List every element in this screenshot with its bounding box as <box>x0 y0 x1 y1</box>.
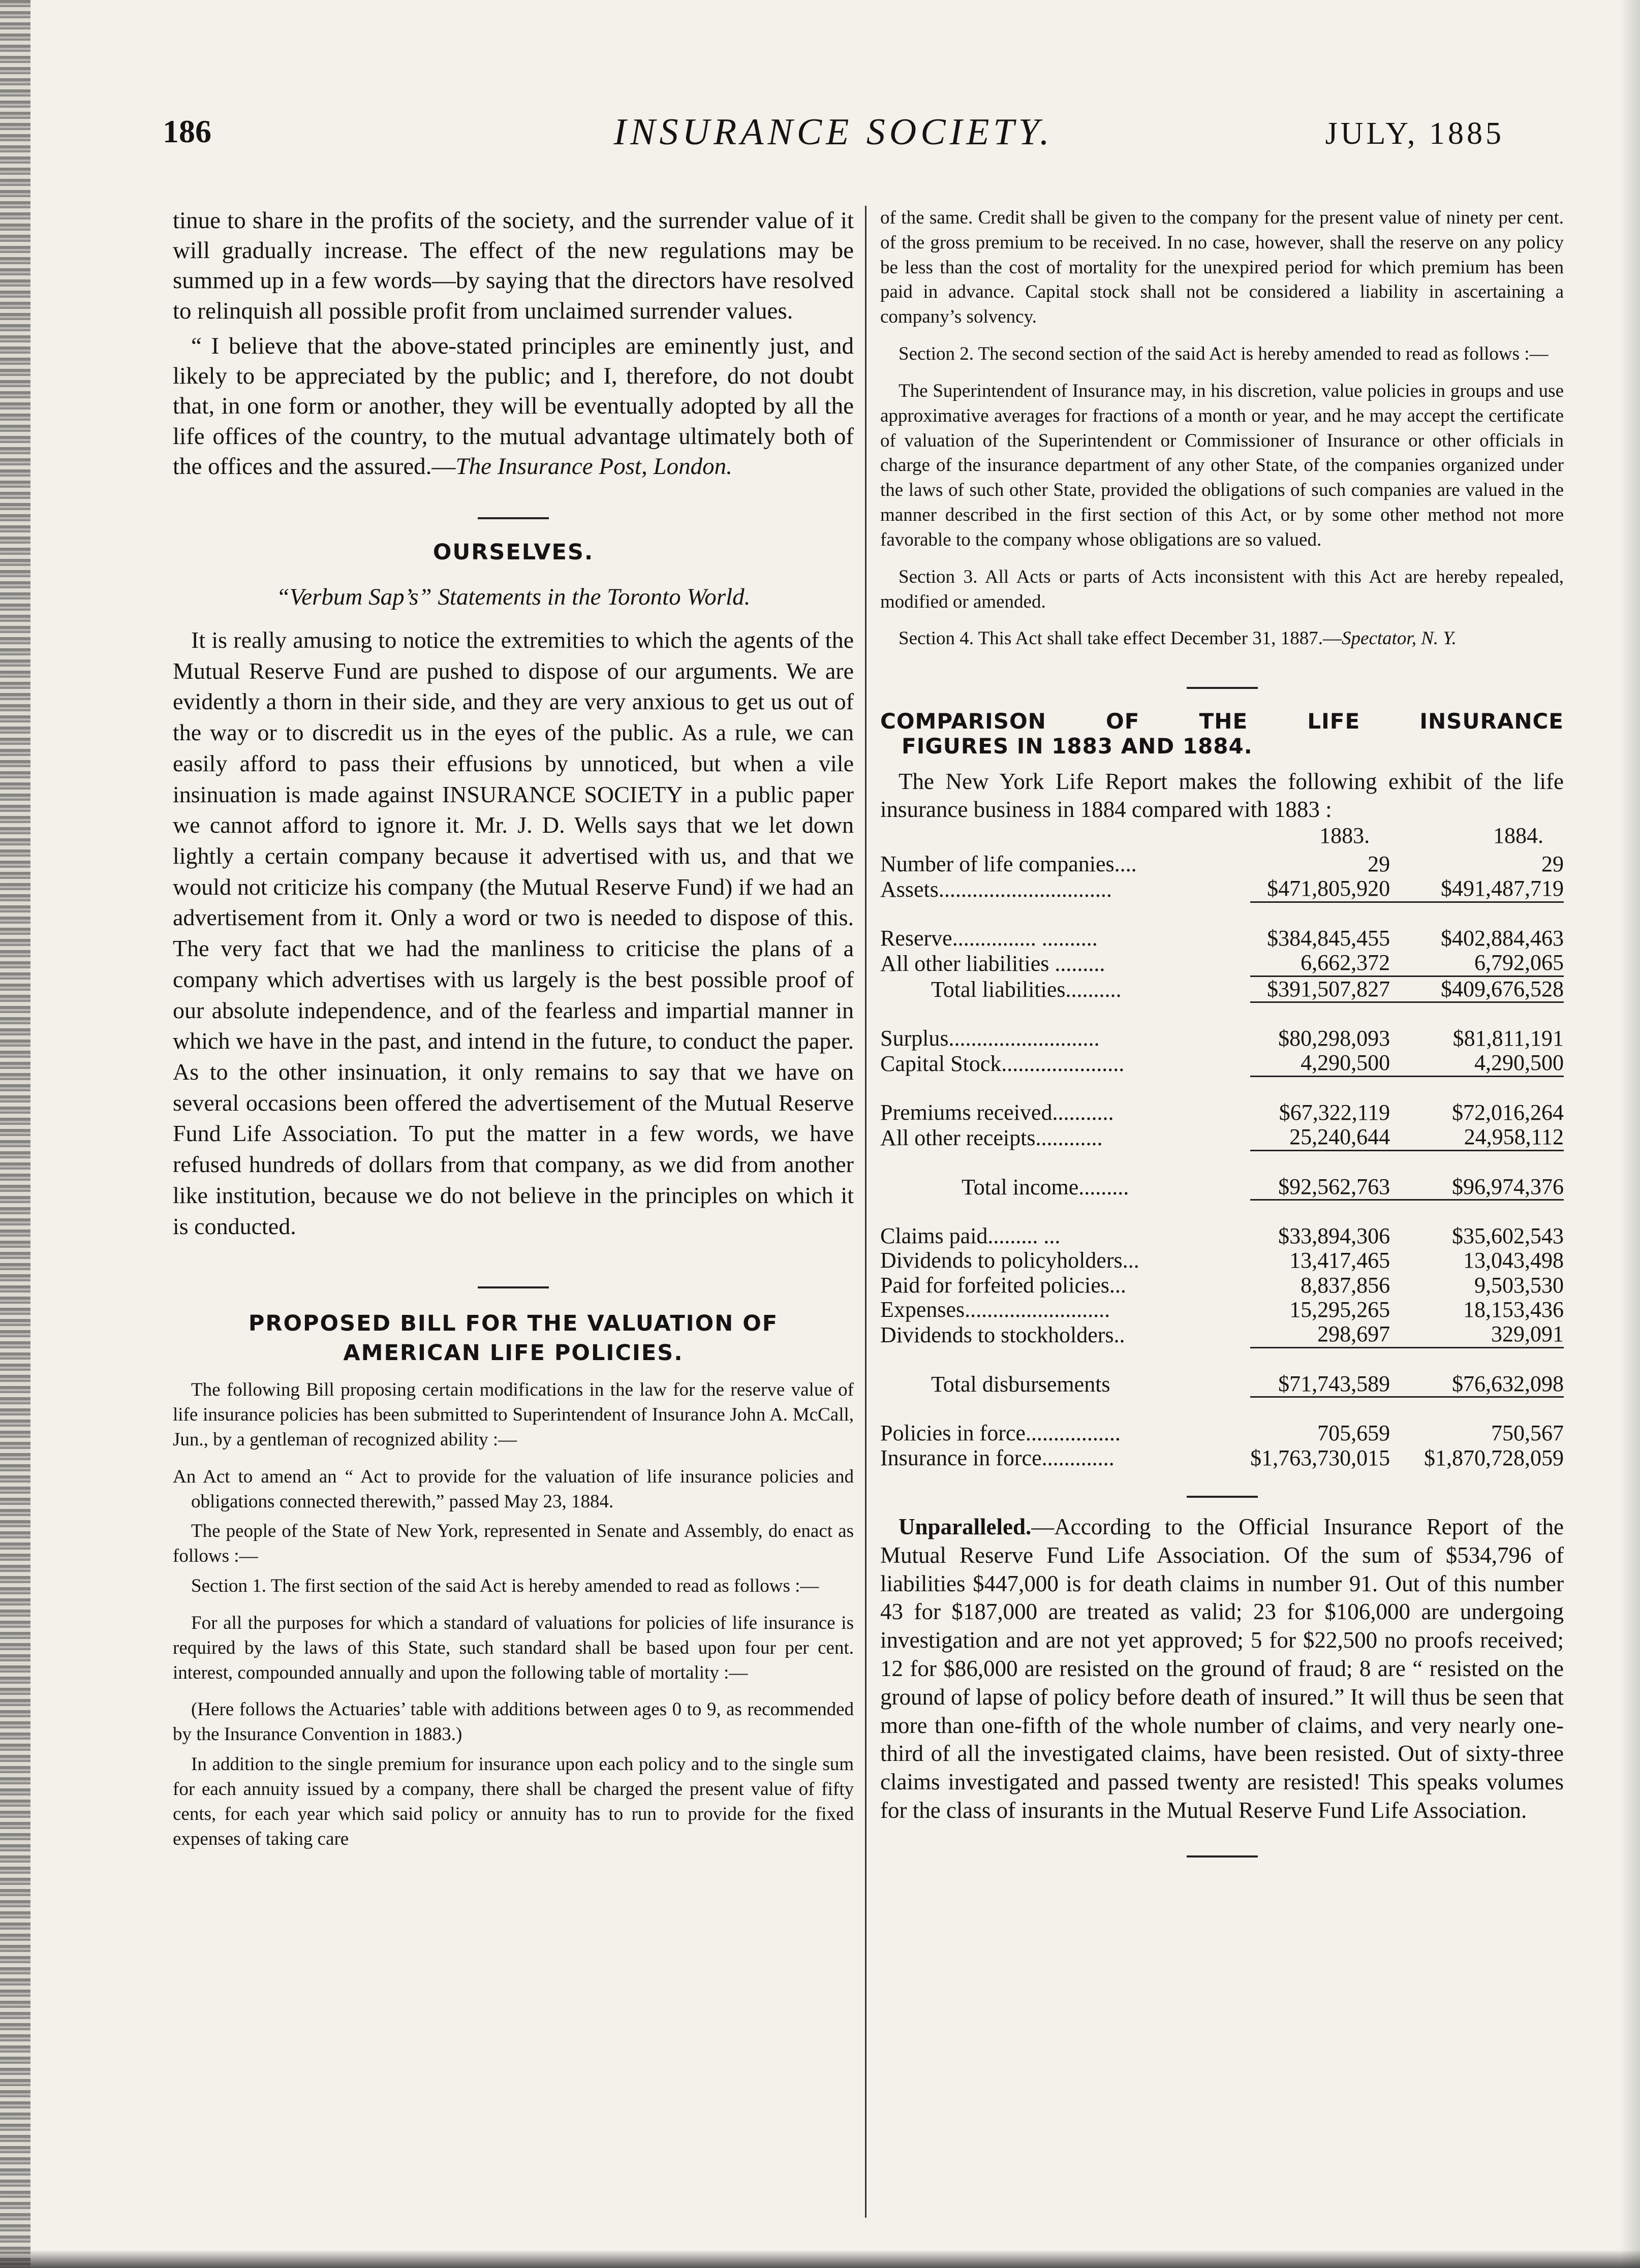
ourselves-subheading: “Verbum Sap’s” Statements in the Toronto World. <box>276 583 751 610</box>
table-row: All other receipts............ 25,240,644 24,958,112 <box>880 1124 1564 1150</box>
comparison-heading-line2: FIGURES IN 1883 AND 1884. <box>902 733 1253 759</box>
bill-act-title: An Act to amend an “ Act to provide for the valuation of life insurance policies and obligations connected therewith,” passed May 23, 1884. <box>173 1466 854 1512</box>
comparison-table <box>880 824 1564 1470</box>
table-row: Insurance in force............. $1,763,730,015 $1,870,728,059 <box>880 1445 1564 1470</box>
table-row: Capital Stock...................... 4,290,500 4,290,500 <box>880 1050 1564 1076</box>
table-row: Claims paid......... ... $33,894,306 $35,602,543 <box>880 1223 1564 1248</box>
section4-text: Section 4. This Act shall take effect December 31, 1887.— <box>899 628 1342 649</box>
section-rule <box>1187 1855 1258 1857</box>
quote-source: The Insurance Post, London. <box>455 453 732 480</box>
right-column <box>880 206 1564 2218</box>
bill-superintendent: The Superintendent of Insurance may, in his discretion, value policies in groups and use approximative averages for fractions of a month or year, and he may accept the certificate of valuation of the Superintendent or Commissioner of Insurance or other officials in charge of the insurance department of any other State, of the companies organized under the laws of such other State, provided the obligations of such companies are valued in the manner described in the first section of this Act, or by some other method not more favorable to the company whose obligations are so valued. <box>880 380 1564 550</box>
quote-text: “ I believe that the above-stated principles are eminently just, and likely to be appreciated by the public; and I, therefore, do not doubt that, in one form or another, they will be eventually adopted by all the life offices of the country, to the mutual advantage ultimately both of the offices and the assured.— <box>173 332 854 480</box>
bill-section2: Section 2. The second section of the said Act is hereby amended to read as follows :— <box>899 343 1549 365</box>
section4-source: Spectator, N. Y. <box>1342 628 1457 649</box>
year-1883: 1883. <box>1319 823 1370 848</box>
page-number: 186 <box>163 113 211 149</box>
table-total-row: Total disbursements $71,743,589 $76,632,098 <box>931 1371 1564 1397</box>
bill-continued: of the same. Credit shall be given to the company for the present value of ninety per cent. of the gross premium to be received. In no case, however, shall the reserve on any policy be less than the cost of mortality for the unexpired period for which premium has been paid in advance. Capital stock shall not be considered a liability in ascertaining a company’s solvency. <box>880 207 1564 328</box>
table-year-row <box>880 824 1564 852</box>
page-bottom-shadow <box>0 2250 1640 2268</box>
bill-section3: Section 3. All Acts or parts of Acts inconsistent with this Act are hereby repealed, modified or amended. <box>880 566 1564 612</box>
comparison-heading-line1: COMPARISON OF THE LIFE INSURANCE <box>880 709 1564 734</box>
quoted-paragraph <box>173 331 854 482</box>
page-binding-edge <box>0 0 30 2268</box>
issue-date: JULY, 1885 <box>1325 116 1504 151</box>
column-divider <box>865 206 867 2218</box>
table-row: Expenses.......................... 15,295,265 18,153,436 <box>880 1297 1564 1322</box>
table-row: All other liabilities ......... 6,662,372 6,792,065 <box>880 950 1564 976</box>
left-column <box>173 206 854 2218</box>
ourselves-body: It is really amusing to notice the extremities to which the agents of the Mutual Reserve Fund are pushed to dispose of our arguments. We are evidently a thorn in their side, and they are very anxious to get us out of the way or to discredit us in the eyes of the public. As a rule, we can easily afford to pass their effusions by unnoticed, but when a vile insinuation is made against INSURANCE SOCIETY in a public paper we cannot afford to ignore it. Mr. J. D. Wells says that we let down lightly a certain company because it advertised with us, and that we would not criticize his company (the Mutual Reserve Fund) if we had an advertisement from it. Only a word or two is needed to dispose of this. The very fact that we had the manliness to criticise the plans of a company which advertises with us largely is the best possible proof of our absolute independence, and of the fearless and impartial manner in which we have in the past, and intend in the future, to conduct the paper. As to the other insinuation, it only remains to say that we have on several occasions been offered the advertisement of the Mutual Reserve Fund Life Association. To put the matter in a few words, we have refused hundreds of dollars from that company, as we did from another like institution, because we do not believe in the principles on which it is conducted. <box>173 626 854 1239</box>
table-row: Policies in force................. 705,659 750,567 <box>880 1421 1564 1446</box>
continued-paragraph: tinue to share in the profits of the society, and the surrender value of it will gradually increase. The effect of the new regulations may be summed up in a few words—by saying that the directors have resolved to relinquish all possible profit from unclaimed surrender values. <box>173 207 854 324</box>
unparalleled-paragraph <box>880 1513 1564 1825</box>
bill-table-note: (Here follows the Actuaries’ table with additions between ages 0 to 9, as recommended by the Insurance Convention in 1883.) <box>173 1699 854 1745</box>
bill-addition: In addition to the single premium for insurance upon each policy and to the single sum for each annuity issued by a company, there shall be charged the present value of fifty cents, for each year which said policy or annuity has to run to provide for the fixed expenses of taking care <box>173 1754 854 1849</box>
bill-section4 <box>880 626 1564 651</box>
bill-standard: For all the purposes for which a standard of valuations for policies of life insurance is required by the laws of this State, such standard shall be based upon four per cent. interest, compounded annually and upon the following table of mortality :— <box>173 1612 854 1683</box>
table-row: Paid for forfeited policies... 8,837,856 9,503,530 <box>880 1272 1564 1298</box>
table-row: Number of life companies.... 29 29 <box>880 852 1564 877</box>
table-row: Reserve............... .......... $384,845,455 $402,884,463 <box>880 925 1564 951</box>
page-header <box>163 102 1504 178</box>
bill-section1: Section 1. The first section of the said Act is hereby amended to read as follows :— <box>191 1576 819 1597</box>
page-right-shadow <box>1620 0 1640 2268</box>
table-row: Surplus........................... $80,298,093 $81,811,191 <box>880 1025 1564 1051</box>
comparison-intro: The New York Life Report makes the following exhibit of the life insurance business in 1884 compared with 1883 : <box>880 768 1564 822</box>
bill-heading-line2: AMERICAN LIFE POLICIES. <box>343 1340 684 1366</box>
unparalleled-runin: Unparalleled. <box>899 1514 1032 1540</box>
table-row: Dividends to stockholders.. 298,697 329,091 <box>880 1321 1564 1347</box>
bill-heading-line1: PROPOSED BILL FOR THE VALUATION OF <box>248 1311 779 1337</box>
table-row: Dividends to policyholders... 13,417,465 13,043,498 <box>880 1248 1564 1273</box>
bill-intro: The following Bill proposing certain modifications in the law for the reserve value of life insurance policies has been submitted to Superintendent of Insurance John A. McCall, Jun., by a gentleman of recognized ability :— <box>173 1379 854 1450</box>
table-total-row: Total income......... $92,562,763 $96,974,376 <box>962 1174 1564 1200</box>
unparalleled-body: —According to the Official Insurance Report of the Mutual Reserve Fund Life Association. Of the sum of $534,796 of liabilities $447,000 is for death claims in number 91. Out of this number 43 for $187,000 are treated as valid; 23 for $106,000 are undergoing investigation and are not yet approved; 5 for $22,500 no proofs received; 12 for $86,000 are resisted on the ground of fraud; 8 are “ resisted on the ground of lapse of policy before death of insured.” It will thus be seen that more than one-fifth of the whole number of claims, and very nearly one-third of all the investigated claims, have been resisted. Out of sixty-three claims investigated and passed twenty are resisted! This speaks volumes for the class of insurants in the Mutual Reserve Fund Life Association. <box>880 1514 1564 1823</box>
bill-enact: The people of the State of New York, represented in Senate and Assembly, do enact as follows :— <box>173 1521 854 1567</box>
table-total-row: Total liabilities.......... $391,507,827 $409,676,528 <box>931 976 1564 1002</box>
table-row: Premiums received........... $67,322,119 $72,016,264 <box>880 1099 1564 1125</box>
table-row: Assets............................... $471,805,920 $491,487,719 <box>880 876 1564 902</box>
journal-title: INSURANCE SOCIETY. <box>613 111 1054 153</box>
year-1884: 1884. <box>1493 823 1543 848</box>
ourselves-heading: OURSELVES. <box>432 539 594 565</box>
